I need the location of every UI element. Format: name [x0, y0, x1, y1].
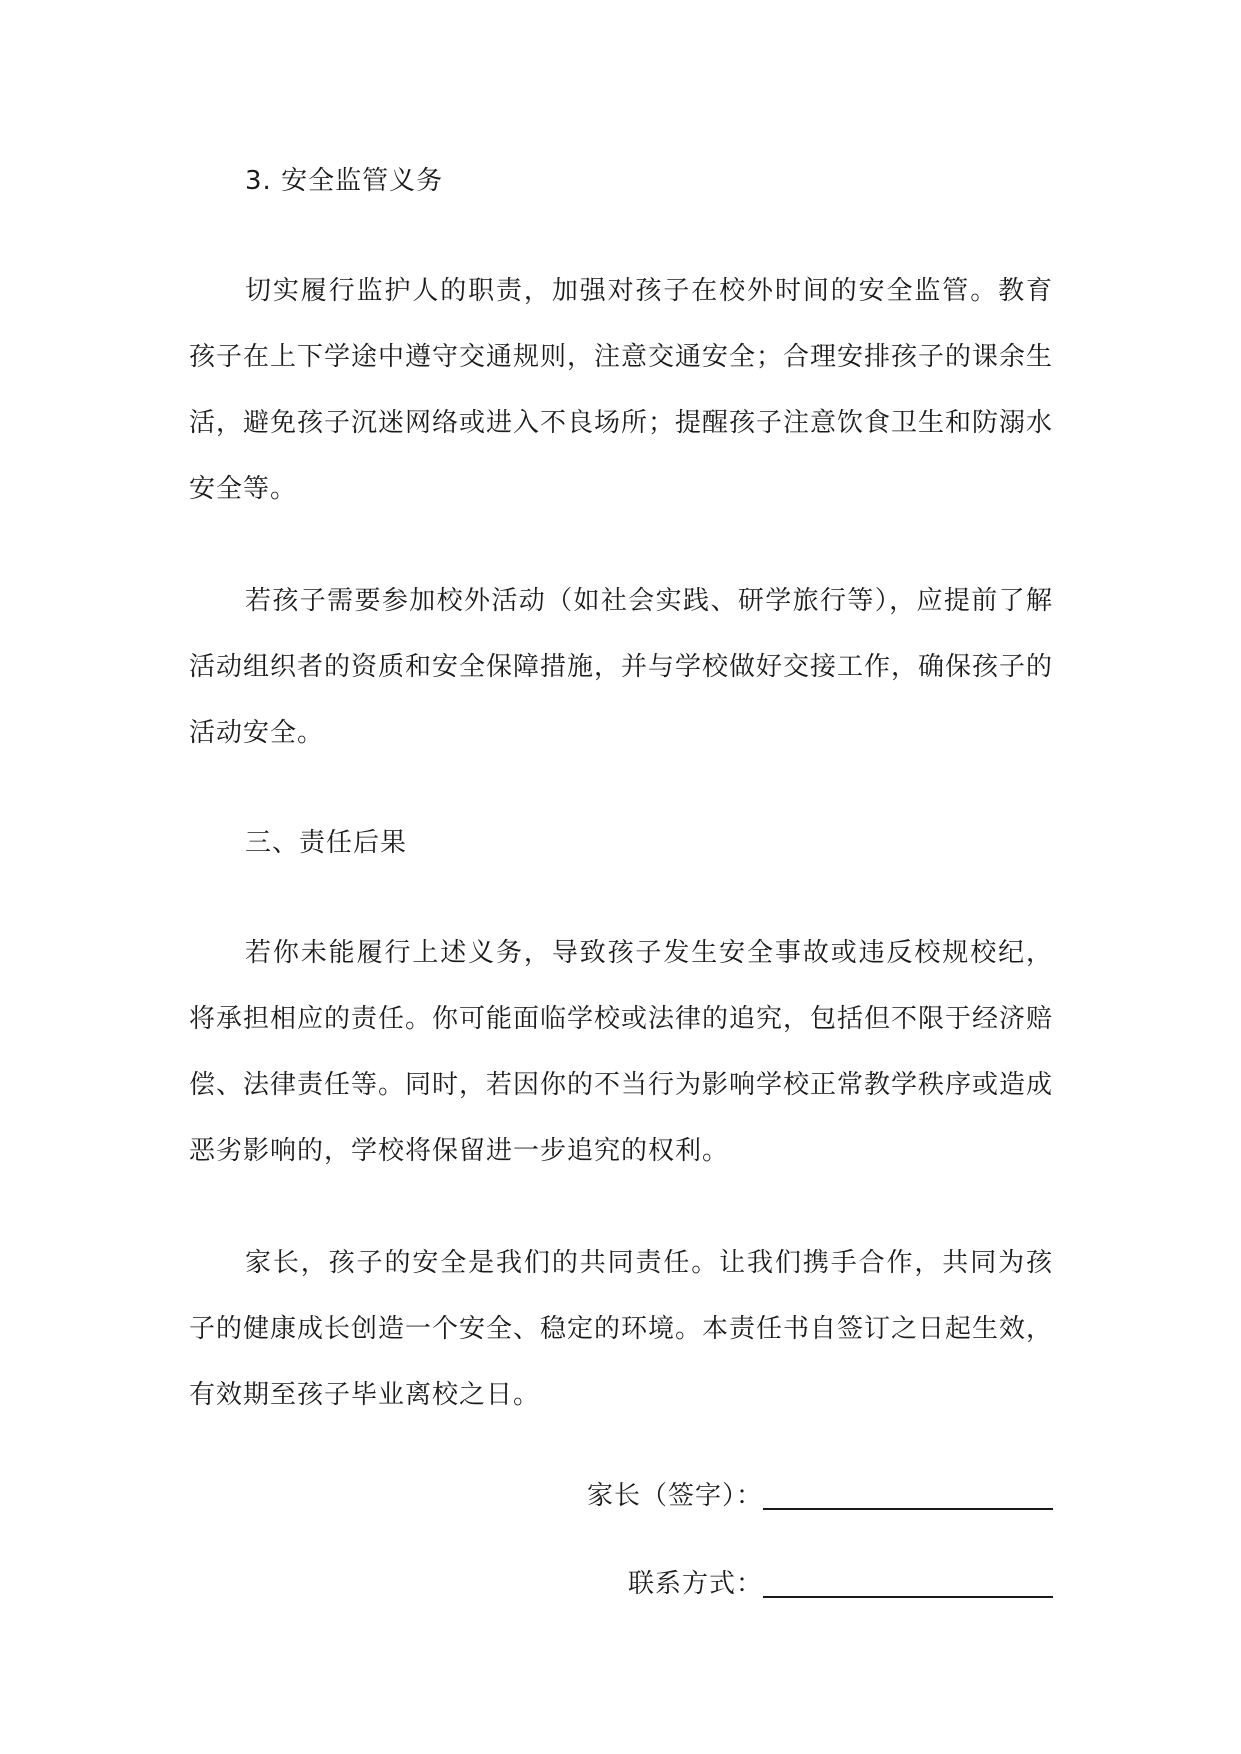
parent-signature-line[interactable] — [763, 1478, 1053, 1510]
spacer — [189, 1516, 1053, 1564]
contact-line[interactable] — [763, 1566, 1053, 1598]
spacer — [189, 766, 1053, 812]
signature-row-parent — [189, 1476, 1053, 1516]
paragraph-closing: 家长，孩子的安全是我们的共同责任。让我们携手合作，共同为孩子的健康成长创造一个安全、稳定的环境。本责任书自签订之日起生效，有效期至孩子毕业离校之日。 — [189, 1248, 1054, 1410]
spacer — [189, 1428, 1053, 1476]
signature-row-contact — [189, 1564, 1053, 1604]
spacer — [189, 212, 1053, 258]
parent-signature-label: 家长（签字）： — [586, 1481, 763, 1511]
document-body — [189, 150, 1053, 1604]
spacer — [189, 522, 1053, 568]
paragraph-offsite-activities: 若孩子需要参加校外活动（如社会实践、研学旅行等），应提前了解活动组织者的资质和安全保障措施，并与学校做好交接工作，确保孩子的活动安全。 — [189, 586, 1054, 748]
paragraph-supervision-duties: 切实履行监护人的职责，加强对孩子在校外时间的安全监管。教育孩子在上下学途中遵守交通规则，注意交通安全；合理安排孩子的课余生活，避免孩子沉迷网络或进入不良场所；提醒孩子注意饮食卫生和防溺水安全等。 — [189, 276, 1054, 504]
spacer — [189, 874, 1053, 920]
paragraph-consequences: 若你未能履行上述义务，导致孩子发生安全事故或违反校规校纪，将承担相应的责任。你可能面临学校或法律的追究，包括但不限于经济赔偿、法律责任等。同时，若因你的不当行为影响学校正常教学秩序或造成恶劣影响的，学校将保留进一步追究的权利。 — [189, 938, 1054, 1166]
spacer — [189, 1184, 1053, 1230]
section-heading-consequences: 三、责任后果 — [245, 828, 408, 858]
section-heading-safety-supervision: 3. 安全监管义务 — [245, 166, 444, 196]
contact-label: 联系方式： — [627, 1569, 763, 1599]
